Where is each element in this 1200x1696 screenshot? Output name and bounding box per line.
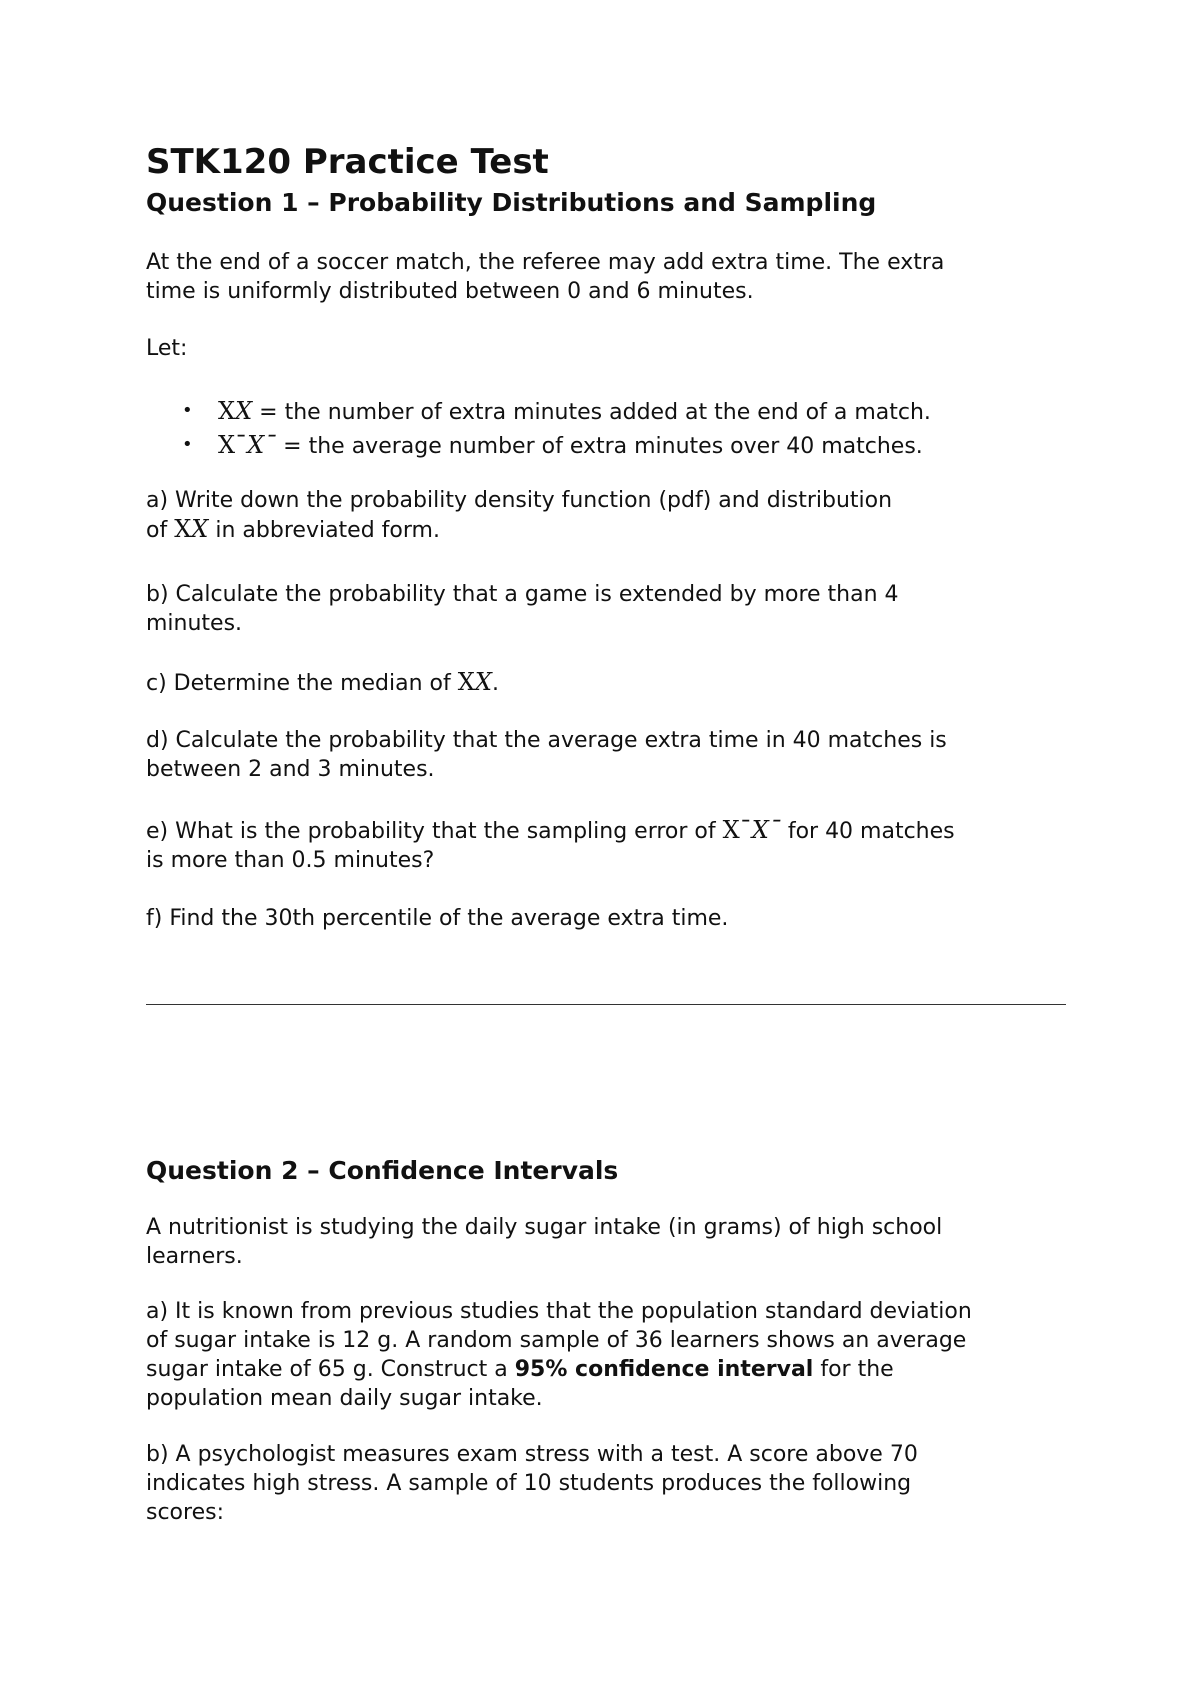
q1-variable-xbar	[146, 428, 931, 462]
q1-part-b	[146, 580, 1066, 638]
q1-part-a-line-1: a) Write down the probability density function (pdf) and distribution	[146, 488, 893, 513]
page-title: STK120 Practice Test	[146, 142, 549, 182]
q1-variable-x	[146, 394, 931, 428]
q2-part-b-line-2: indicates high stress. A sample of 10 students produces the following	[146, 1471, 912, 1496]
q2-intro-line-2: learners.	[146, 1244, 243, 1269]
q1-part-b-line-1: b) Calculate the probability that a game is extended by more than 4	[146, 582, 899, 607]
q1-part-b-line-2: minutes.	[146, 611, 243, 636]
section-divider	[146, 1004, 1066, 1005]
q2-part-b-line-1: b) A psychologist measures exam stress with a test. A score above 70	[146, 1442, 918, 1467]
emphasis-confidence-interval: 95% confidence interval	[514, 1357, 814, 1382]
q2-part-a-line-3: sugar intake of 65 g. Construct a 95% confidence interval for the	[146, 1357, 894, 1382]
q1-part-d-line-2: between 2 and 3 minutes.	[146, 757, 435, 782]
q2-part-a-line-4: population mean daily sugar intake.	[146, 1386, 543, 1411]
q1-part-e-line-1: e) What is the probability that the sampling error of X¯X¯ for 40 matches	[146, 816, 955, 844]
q2-part-b	[146, 1440, 1066, 1527]
q2-part-b-line-3: scores:	[146, 1500, 224, 1525]
q1-intro-line-1: At the end of a soccer match, the referee may add extra time. The extra	[146, 250, 945, 275]
math-symbol-x: XX	[218, 397, 253, 425]
q1-part-c: c) Determine the median of XX.	[146, 668, 499, 696]
bullet-icon: •	[182, 434, 193, 455]
q1-part-f: f) Find the 30th percentile of the average extra time.	[146, 906, 729, 931]
math-symbol-x: XX	[174, 515, 209, 543]
q1-intro-line-2: time is uniformly distributed between 0 and 6 minutes.	[146, 279, 754, 304]
question-2-heading: Question 2 – Confidence Intervals	[146, 1156, 619, 1185]
question-1-heading: Question 1 – Probability Distributions and Sampling	[146, 188, 877, 217]
q1-let-label: Let:	[146, 336, 188, 361]
q1-part-e-line-2: is more than 0.5 minutes?	[146, 848, 435, 873]
q1-part-a-line-2: of XX in abbreviated form.	[146, 515, 440, 543]
q1-part-d-line-1: d) Calculate the probability that the average extra time in 40 matches is	[146, 728, 947, 753]
bullet-icon: •	[182, 400, 193, 421]
q1-part-e	[146, 816, 1066, 875]
q1-intro	[146, 248, 1066, 306]
math-symbol-xbar: X¯X¯	[218, 431, 277, 459]
q2-part-a	[146, 1297, 1066, 1413]
q1-variable-xbar-definition: = the average number of extra minutes over 40 matches.	[276, 434, 923, 459]
q2-intro	[146, 1213, 1066, 1271]
q1-variable-list	[146, 394, 931, 462]
q2-part-a-line-1: a) It is known from previous studies that the population standard deviation	[146, 1299, 972, 1324]
q1-part-a	[146, 486, 1066, 545]
math-symbol-x: XX	[457, 668, 492, 696]
q2-intro-line-1: A nutritionist is studying the daily sugar intake (in grams) of high school	[146, 1215, 943, 1240]
q1-part-d	[146, 726, 1066, 784]
math-symbol-xbar: X¯X¯	[722, 816, 781, 844]
q2-part-a-line-2: of sugar intake is 12 g. A random sample of 36 learners shows an average	[146, 1328, 967, 1353]
q1-variable-x-definition: = the number of extra minutes added at the end of a match.	[252, 400, 931, 425]
